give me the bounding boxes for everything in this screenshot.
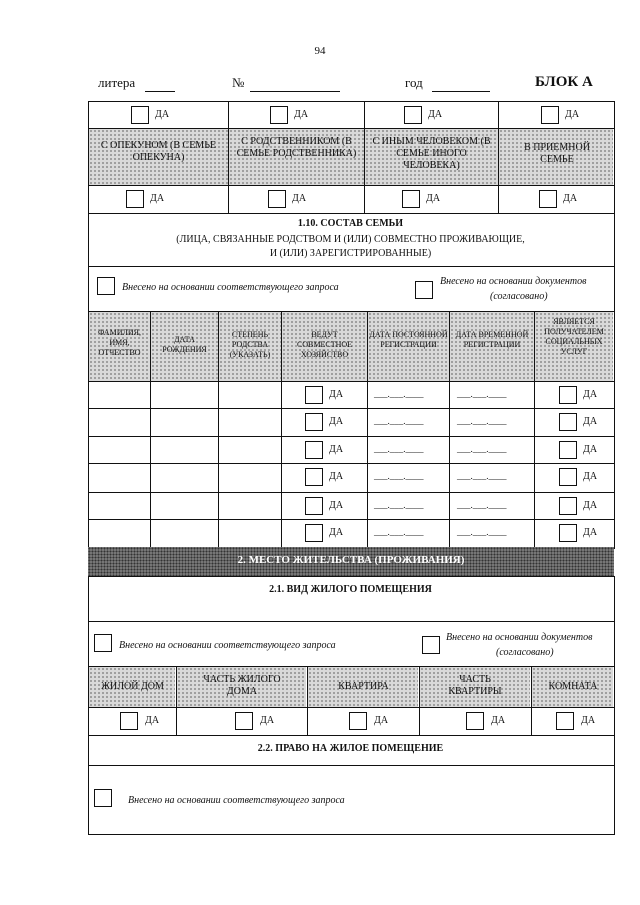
- checkbox-apartment[interactable]: [349, 712, 367, 730]
- col-relationship: СТЕПЕНЬ РОДСТВА (УКАЗАТЬ): [229, 330, 271, 359]
- family-relationship-cell[interactable]: [219, 382, 281, 408]
- yes-label: ДА: [491, 715, 506, 726]
- housing-basis-request: Внесено на основании соответствующего запроса: [119, 640, 336, 651]
- yes-label: ДА: [581, 715, 596, 726]
- basis-request-label: Внесено на основании соответствующего запроса: [122, 282, 339, 293]
- yes-label: ДА: [563, 193, 578, 204]
- yes-label: ДА: [155, 109, 170, 120]
- checkbox-social-services[interactable]: [559, 468, 577, 486]
- col-full-name: ФАМИЛИЯ, ИМЯ, ОТЧЕСТВО: [97, 328, 142, 357]
- yes-label: ДА: [329, 527, 344, 538]
- checkbox-social-services[interactable]: [559, 441, 577, 459]
- col-joint-household: ВЕДУТ СОВМЕСТНОЕ ХОЗЯЙСТВО: [296, 330, 353, 359]
- checkbox-joint-household[interactable]: [305, 497, 323, 515]
- checkbox-room[interactable]: [556, 712, 574, 730]
- checkbox-house[interactable]: [120, 712, 138, 730]
- checkbox-family-documents[interactable]: [415, 281, 433, 299]
- temporary-registration-date[interactable]: ___.___.____: [457, 389, 507, 399]
- checkbox-joint-household[interactable]: [305, 441, 323, 459]
- family-birthdate-cell[interactable]: [151, 464, 218, 490]
- basis-documents-agreed: (согласовано): [490, 291, 548, 302]
- yes-label: ДА: [329, 471, 344, 482]
- year-label: год: [405, 75, 423, 90]
- checkbox-other-person[interactable]: [402, 190, 420, 208]
- option-other-person: С ИНЫМ ЧЕЛОВЕКОМ (В СЕМЬЕ ИНОГО ЧЕЛОВЕКА): [372, 136, 491, 171]
- yes-label: ДА: [145, 715, 160, 726]
- yes-label: ДА: [260, 715, 275, 726]
- family-relationship-cell[interactable]: [219, 464, 281, 490]
- yes-label: ДА: [565, 109, 580, 120]
- family-birthdate-cell[interactable]: [151, 382, 218, 408]
- family-birthdate-cell[interactable]: [151, 493, 218, 519]
- yes-label: ДА: [583, 500, 598, 511]
- checkbox-foster-family[interactable]: [539, 190, 557, 208]
- yes-label: ДА: [426, 193, 441, 204]
- temporary-registration-date[interactable]: ___.___.____: [457, 500, 507, 510]
- checkbox-relative[interactable]: [268, 190, 286, 208]
- family-name-cell[interactable]: [89, 409, 150, 435]
- checkbox-housing-documents[interactable]: [422, 636, 440, 654]
- yes-label: ДА: [329, 416, 344, 427]
- yes-label: ДА: [329, 500, 344, 511]
- family-relationship-cell[interactable]: [219, 409, 281, 435]
- yes-label: ДА: [329, 444, 344, 455]
- checkbox-social-services[interactable]: [559, 524, 577, 542]
- yes-label: ДА: [374, 715, 389, 726]
- col-social-services: ЯВЛЯЕТСЯ ПОЛУЧАТЕЛЕМ СОЦИАЛЬНЫХ УСЛУГ: [544, 317, 604, 356]
- litera-label: литера: [98, 75, 136, 90]
- family-relationship-cell[interactable]: [219, 520, 281, 546]
- block-label: БЛОК А: [535, 74, 593, 90]
- checkbox-social-services[interactable]: [559, 413, 577, 431]
- housing-room: КОМНАТА: [548, 681, 598, 692]
- yes-label: ДА: [428, 109, 443, 120]
- family-relationship-cell[interactable]: [219, 437, 281, 463]
- option-relative: С РОДСТВЕННИКОМ (В СЕМЬЕ РОДСТВЕННИКА): [236, 136, 357, 159]
- number-label: №: [232, 75, 245, 90]
- checkbox-joint-household[interactable]: [305, 468, 323, 486]
- family-name-cell[interactable]: [89, 382, 150, 408]
- rights-basis-request: Внесено на основании соответствующего запроса: [128, 795, 345, 806]
- permanent-registration-date[interactable]: ___.___.____: [374, 444, 424, 454]
- yes-label: ДА: [583, 527, 598, 538]
- family-relationship-cell[interactable]: [219, 493, 281, 519]
- checkbox-part-apartment[interactable]: [466, 712, 484, 730]
- housing-house: ЖИЛОЙ ДОМ: [101, 681, 164, 692]
- checkbox-joint-household[interactable]: [305, 413, 323, 431]
- checkbox-social-services[interactable]: [559, 497, 577, 515]
- family-name-cell[interactable]: [89, 464, 150, 490]
- page-number: 94: [314, 45, 326, 57]
- section-1-10-subtitle-1: (ЛИЦА, СВЯЗАННЫЕ РОДСТВОМ И (ИЛИ) СОВМЕСТНО ПРОЖИВАЮЩИЕ,: [176, 234, 525, 245]
- housing-part-house: ЧАСТЬ ЖИЛОГО ДОМА: [203, 674, 281, 697]
- option-guardian: С ОПЕКУНОМ (В СЕМЬЕ ОПЕКУНА): [100, 140, 217, 163]
- checkbox-housing-request[interactable]: [94, 634, 112, 652]
- yes-label: ДА: [583, 471, 598, 482]
- year-field[interactable]: [432, 91, 490, 92]
- yes-label: ДА: [583, 416, 598, 427]
- temporary-registration-date[interactable]: ___.___.____: [457, 471, 507, 481]
- temporary-registration-date[interactable]: ___.___.____: [457, 416, 507, 426]
- housing-basis-agreed: (согласовано): [496, 647, 554, 658]
- section-2-1-title: 2.1. ВИД ЖИЛОГО ПОМЕЩЕНИЯ: [269, 584, 432, 595]
- family-name-cell[interactable]: [89, 493, 150, 519]
- litera-field[interactable]: [145, 91, 175, 92]
- yes-label: ДА: [583, 389, 598, 400]
- section-2-2-title: 2.2. ПРАВО НА ЖИЛОЕ ПОМЕЩЕНИЕ: [257, 743, 444, 754]
- checkbox-joint-household[interactable]: [305, 524, 323, 542]
- col-permanent-registration: ДАТА ПОСТОЯННОЙ РЕГИСТРАЦИИ: [369, 330, 448, 349]
- checkbox-top-3[interactable]: [404, 106, 422, 124]
- section-1-10-subtitle-2: И (ИЛИ) ЗАРЕГИСТРИРОВАННЫЕ): [269, 248, 432, 259]
- permanent-registration-date[interactable]: ___.___.____: [374, 527, 424, 537]
- checkbox-part-house[interactable]: [235, 712, 253, 730]
- yes-label: ДА: [150, 193, 165, 204]
- basis-documents-label: Внесено на основании документов: [440, 276, 587, 287]
- checkbox-social-services[interactable]: [559, 386, 577, 404]
- yes-label: ДА: [292, 193, 307, 204]
- checkbox-joint-household[interactable]: [305, 386, 323, 404]
- family-name-cell[interactable]: [89, 520, 150, 546]
- family-birthdate-cell[interactable]: [151, 437, 218, 463]
- permanent-registration-date[interactable]: ___.___.____: [374, 471, 424, 481]
- checkbox-top-4[interactable]: [541, 106, 559, 124]
- yes-label: ДА: [294, 109, 309, 120]
- section-1-10-title: 1.10. СОСТАВ СЕМЬИ: [297, 218, 404, 229]
- yes-label: ДА: [583, 444, 598, 455]
- permanent-registration-date[interactable]: ___.___.____: [374, 500, 424, 510]
- col-birth-date: ДАТА РОЖДЕНИЯ: [162, 335, 207, 354]
- checkbox-top-1[interactable]: [131, 106, 149, 124]
- checkbox-guardian[interactable]: [126, 190, 144, 208]
- yes-label: ДА: [329, 389, 344, 400]
- option-foster-family: В ПРИЕМНОЙ СЕМЬЕ: [524, 142, 590, 165]
- housing-basis-documents: Внесено на основании документов: [446, 632, 593, 643]
- temporary-registration-date[interactable]: ___.___.____: [457, 527, 507, 537]
- checkbox-family-request[interactable]: [97, 277, 115, 295]
- checkbox-rights-request[interactable]: [94, 789, 112, 807]
- checkbox-top-2[interactable]: [270, 106, 288, 124]
- family-birthdate-cell[interactable]: [151, 520, 218, 546]
- temporary-registration-date[interactable]: ___.___.____: [457, 444, 507, 454]
- number-field[interactable]: [250, 91, 340, 92]
- col-temporary-registration: ДАТА ВРЕМЕННОЙ РЕГИСТРАЦИИ: [455, 330, 529, 349]
- family-birthdate-cell[interactable]: [151, 409, 218, 435]
- permanent-registration-date[interactable]: ___.___.____: [374, 416, 424, 426]
- section-2-title: 2. МЕСТО ЖИТЕЛЬСТВА (ПРОЖИВАНИЯ): [237, 554, 465, 566]
- family-name-cell[interactable]: [89, 437, 150, 463]
- housing-apartment: КВАРТИРА: [338, 681, 389, 692]
- housing-part-apartment: ЧАСТЬ КВАРТИРЫ: [448, 674, 502, 697]
- permanent-registration-date[interactable]: ___.___.____: [374, 389, 424, 399]
